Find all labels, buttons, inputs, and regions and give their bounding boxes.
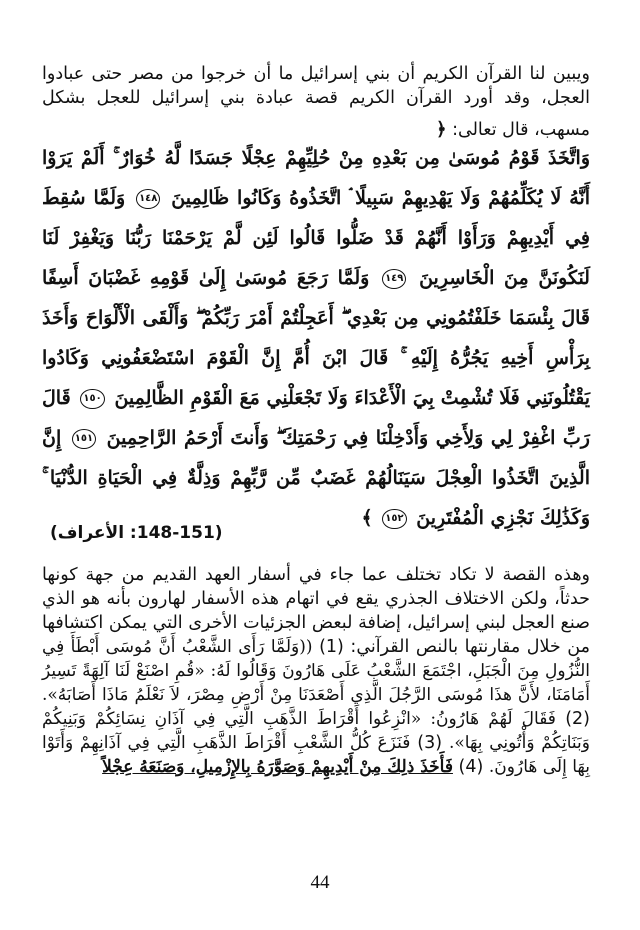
verse-150: وَلَمَّا رَجَعَ مُوسَىٰ إِلَىٰ قَوْمِهِ غَضْبَانَ أَسِفًا قَالَ بِئْسَمَا خَلَفْتُمُونِي مِن بَعْدِي ۖ أَعَجِلْتُمْ أَمْرَ رَبِّكُمْ ۖ وَأَلْقَى الْأَلْوَاحَ وَأَخَذَ بِرَأْسِ أَخِيهِ يَجُرُّهُ إِلَيْهِ ۚ قَالَ ابْنَ أُمَّ إِنَّ الْقَوْمَ اسْتَضْعَفُونِي وَكَادُوا يَقْتُلُونَنِي فَلَا تُشْمِتْ بِيَ الْأَعْدَاءَ وَلَا تَجْعَلْنِي مَعَ الْقَوْمِ الظَّالِمِينَ xyxy=(42,267,590,409)
ayah-number-151: ١٥١ xyxy=(72,429,96,449)
quran-close-bracket: ﴾ xyxy=(361,507,373,529)
bible-quote-2: فَقَالَ لَهُمْ هَارُونُ: «انْزِعُوا أَقْرَاطَ الذَّهَبِ الَّتِي فِي آذَانِ نِسَائِكُمْ وَبَنِيكُمْ وَبَنَاتِكُمْ وَأْتُونِي بِهَا». xyxy=(42,709,590,753)
verse-148: وَاتَّخَذَ قَوْمُ مُوسَىٰ مِن بَعْدِهِ مِنْ حُلِيِّهِمْ عِجْلًا جَسَدًا لَّهُ خُوَارٌ ۚ أَلَمْ يَرَوْا أَنَّهُ لَا يُكَلِّمُهُمْ وَلَا يَهْدِيهِمْ سَبِيلًا ۘ اتَّخَذُوهُ وَكَانُوا ظَالِمِينَ xyxy=(42,147,591,209)
quote-3-number: (3) xyxy=(417,733,443,753)
quran-passage-inline xyxy=(436,119,447,140)
quote-2-number: (2) xyxy=(565,709,590,729)
ayah-number-152: ١٥٢ xyxy=(382,509,406,529)
body-paragraph xyxy=(42,563,590,779)
verse-149: وَلَمَّا سُقِطَ فِي أَيْدِيهِمْ وَرَأَوْا أَنَّهُمْ قَدْ ضَلُّوا قَالُوا لَئِن لَّمْ يَرْحَمْنَا رَبُّنَا وَيَغْفِرْ لَنَا لَنَكُونَنَّ مِنَ الْخَاسِرِينَ xyxy=(42,187,590,289)
intro-text: ويبين لنا القرآن الكريم أن بني إسرائيل ما أن خرجوا من مصر حتى عبادوا العجل، وقد أورد القرآن الكريم قصة عبادة بني إسرائيل للعجل بشكل مسهب، قال تعالى: xyxy=(42,64,590,140)
quran-reference: (148-151: الأعراف) xyxy=(50,523,223,543)
quran-passage xyxy=(42,138,591,529)
verse-152: إِنَّ الَّذِينَ اتَّخَذُوا الْعِجْلَ سَيَنَالُهُمْ غَضَبٌ مِّن رَّبِّهِمْ وَذِلَّةٌ فِي الْحَيَاةِ الدُّنْيَا ۚ وَكَذَٰلِكَ نَجْزِي الْمُفْتَرِينَ xyxy=(42,427,590,529)
page-number: 44 xyxy=(310,872,330,893)
quote-4-number: (4) xyxy=(458,757,484,777)
quote-1-number: (1) xyxy=(319,637,344,657)
ayah-number-149: ١٤٩ xyxy=(382,269,406,289)
bible-quote-3: فَنَزَعَ كُلُّ الشَّعْبِ أَقْرَاطَ الذَّهَبِ الَّتِي فِي آذَانِهِمْ وَأَتَوْا بِهَا إِلَى هَارُونَ. xyxy=(42,733,590,777)
ayah-number-148: ١٤٨ xyxy=(136,189,160,209)
bible-quote-4: فَأَخَذَ ذلِكَ مِنْ أَيْدِيهِمْ وَصَوَّرَهُ بِالإِزْمِيلِ، وَصَنَعَهُ عِجْلاً xyxy=(102,757,453,777)
comparison-text: وهذه القصة لا تكاد تختلف عما جاء في أسفار العهد القديم من جهة كونها حدثاً، ولكن الاختلاف الجذري يقع في اتهام هذه الأسفار لهارون بأنه هو الذي صنع العجل لبني إسرائيل، إضافة لبعض الجزئيات الأخرى التي يمكن اكتشافها من خلال مقارنتها بالنص القرآني: xyxy=(42,565,590,657)
intro-paragraph xyxy=(42,62,590,150)
ayah-number-150: ١٥٠ xyxy=(80,389,104,409)
bible-quote-1: ((وَلَمَّا رَأَى الشَّعْبُ أَنَّ مُوسَى أَبْطَأَ فِي النُّزُولِ مِنَ الْجَبَلِ، اجْتَمَعَ الشَّعْبُ عَلَى هَارُونَ وَقَالُوا لَهُ: «قُمِ اصْنَعْ لَنَا آلِهَةً تَسِيرُ أَمَامَنَا، لأَنَّ هذَا مُوسَى الرَّجُلَ الَّذِي أَصْعَدَنَا مِنْ أَرْضِ مِصْرَ، لاَ نَعْلَمُ مَاذَا أَصَابَهُ». xyxy=(42,637,590,705)
quran-open-bracket: ﴿ xyxy=(435,119,447,140)
verse-151: قَالَ رَبِّ اغْفِرْ لِي وَلِأَخِي وَأَدْخِلْنَا فِي رَحْمَتِكَ ۖ وَأَنتَ أَرْحَمُ الرَّاحِمِينَ xyxy=(42,387,590,449)
